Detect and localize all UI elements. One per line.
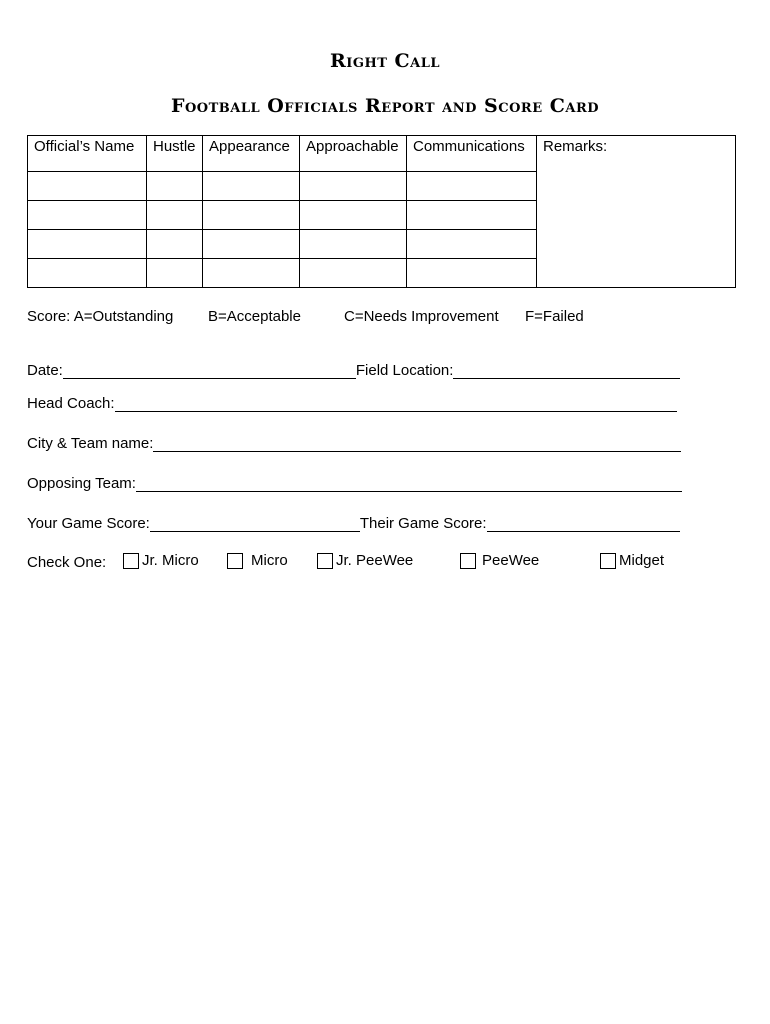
- appearance-cell[interactable]: [203, 259, 300, 288]
- approachable-cell[interactable]: [300, 172, 407, 201]
- col-appearance: Appearance: [203, 136, 300, 172]
- hustle-cell[interactable]: [147, 259, 203, 288]
- checkbox-peewee[interactable]: [460, 553, 476, 569]
- score-c-label: C=Needs Improvement: [344, 308, 499, 325]
- appearance-cell[interactable]: [203, 230, 300, 259]
- officials-name-cell[interactable]: [28, 230, 147, 259]
- option-label: Micro: [251, 552, 288, 569]
- your-score-field[interactable]: [150, 517, 360, 532]
- hustle-cell[interactable]: [147, 230, 203, 259]
- checkbox-jr-micro[interactable]: [123, 553, 139, 569]
- officials-score-table: [27, 135, 736, 288]
- communications-cell[interactable]: [407, 259, 537, 288]
- col-hustle: Hustle: [147, 136, 203, 172]
- date-location-row: [27, 362, 680, 379]
- score-a-label: Score: A=Outstanding: [27, 308, 174, 325]
- score-key: [27, 308, 584, 325]
- head-coach-label: Head Coach:: [27, 395, 115, 412]
- option-label: Jr. PeeWee: [336, 552, 414, 569]
- their-score-field[interactable]: [487, 517, 680, 532]
- communications-cell[interactable]: [407, 172, 537, 201]
- officials-name-cell[interactable]: [28, 259, 147, 288]
- city-team-row: [27, 435, 681, 452]
- option-micro[interactable]: [227, 552, 288, 569]
- city-team-label: City & Team name:: [27, 435, 154, 452]
- communications-cell[interactable]: [407, 230, 537, 259]
- col-approachable: Approachable: [300, 136, 407, 172]
- communications-cell[interactable]: [407, 201, 537, 230]
- opposing-team-label: Opposing Team:: [27, 475, 136, 492]
- city-team-field[interactable]: [153, 437, 681, 452]
- option-label: Jr. Micro: [142, 552, 199, 569]
- option-label: PeeWee: [482, 552, 540, 569]
- date-field[interactable]: [63, 364, 356, 379]
- option-jr-micro[interactable]: [123, 552, 199, 569]
- field-location-label: Field Location:: [355, 362, 454, 379]
- score-b-label: B=Acceptable: [208, 308, 301, 325]
- hustle-cell[interactable]: [147, 172, 203, 201]
- officials-name-cell[interactable]: [28, 172, 147, 201]
- head-coach-row: [27, 395, 677, 412]
- col-communications: Communications: [407, 136, 537, 172]
- approachable-cell[interactable]: [300, 259, 407, 288]
- game-score-row: [27, 515, 680, 532]
- option-jr-peewee[interactable]: [317, 552, 413, 569]
- their-score-label: Their Game Score:: [359, 515, 487, 532]
- check-one-label: Check One:: [27, 554, 107, 571]
- form-subtitle: Football Officials Report and Score Card: [170, 95, 600, 117]
- checkbox-micro[interactable]: [227, 553, 243, 569]
- form-title: Right Call: [329, 50, 441, 72]
- option-midget[interactable]: [600, 552, 664, 569]
- checkbox-midget[interactable]: [600, 553, 616, 569]
- division-check-row: [27, 552, 727, 574]
- appearance-cell[interactable]: [203, 201, 300, 230]
- head-coach-field[interactable]: [115, 397, 677, 412]
- checkbox-jr-peewee[interactable]: [317, 553, 333, 569]
- officials-name-cell[interactable]: [28, 201, 147, 230]
- option-label: Midget: [619, 552, 665, 569]
- table-header-row: [28, 136, 736, 172]
- approachable-cell[interactable]: [300, 201, 407, 230]
- date-label: Date:: [27, 362, 63, 379]
- hustle-cell[interactable]: [147, 201, 203, 230]
- score-f-label: F=Failed: [525, 308, 584, 325]
- field-location-field[interactable]: [453, 364, 680, 379]
- appearance-cell[interactable]: [203, 172, 300, 201]
- your-score-label: Your Game Score:: [27, 515, 150, 532]
- approachable-cell[interactable]: [300, 230, 407, 259]
- option-peewee[interactable]: [460, 552, 539, 569]
- col-officials-name: Official’s Name: [28, 136, 147, 172]
- opposing-team-row: [27, 475, 682, 492]
- opposing-team-field[interactable]: [136, 477, 682, 492]
- col-remarks[interactable]: Remarks:: [537, 136, 736, 288]
